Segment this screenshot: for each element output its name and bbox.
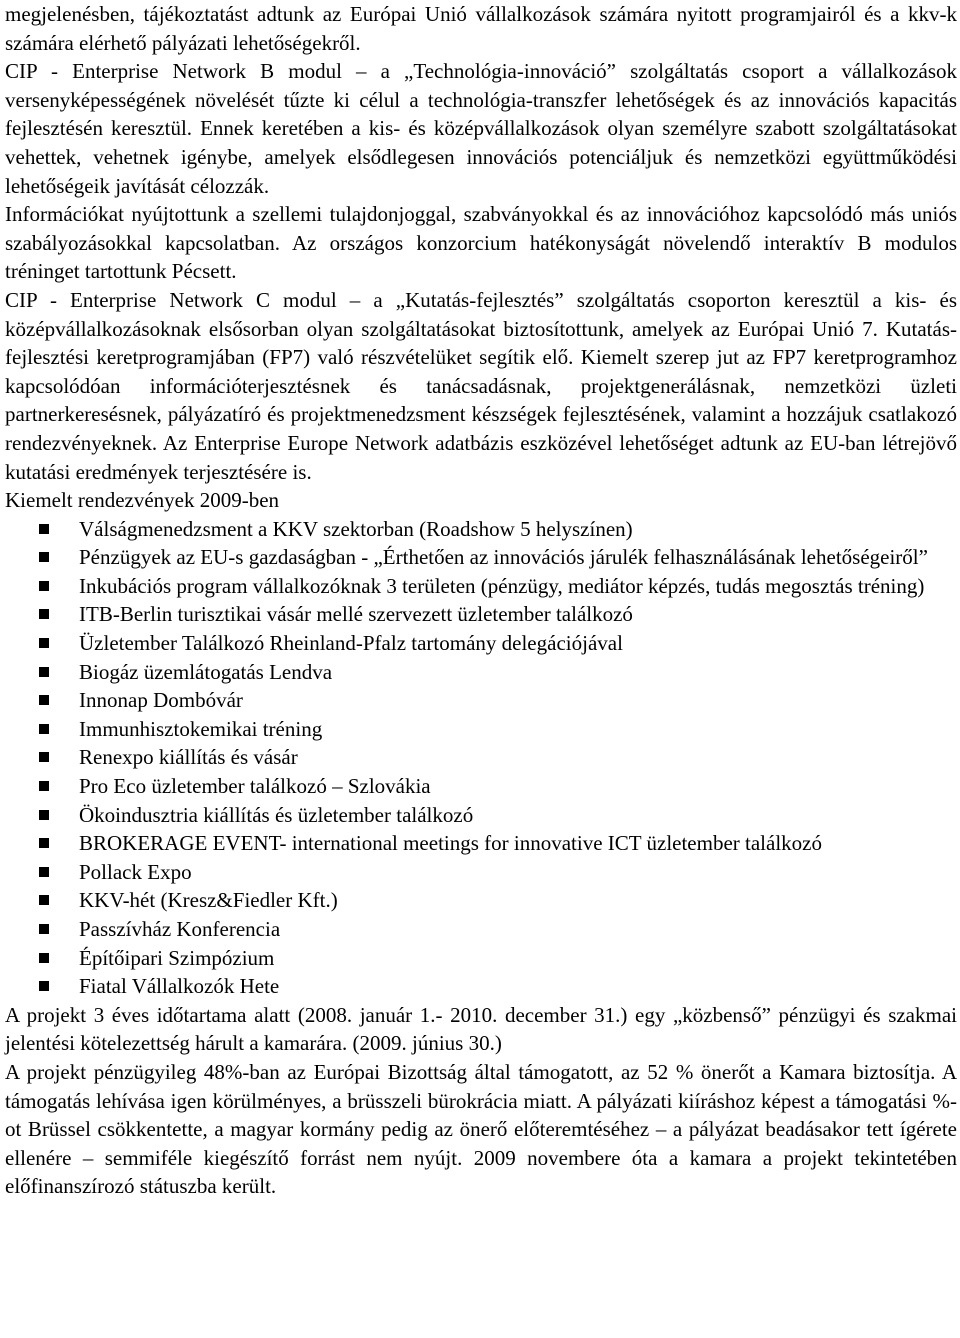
square-bullet-icon [39, 895, 49, 905]
square-bullet-icon [39, 810, 49, 820]
square-bullet-icon [39, 695, 49, 705]
list-item [5, 858, 957, 887]
list-item-text: Renexpo kiállítás és vásár [79, 745, 298, 770]
square-bullet-icon [39, 781, 49, 791]
list-item-text: Válságmenedzsment a KKV szektorban (Roadshow 5 helyszínen) [79, 516, 633, 541]
list-item [5, 572, 957, 601]
list-item [5, 715, 957, 744]
paragraph-intro-continuation: megjelenésben, tájékoztatást adtunk az Európai Unió vállalkozások számára nyitott programjairól és a kkv-k számára elérhető pályázati lehetőségekről. [5, 2, 957, 55]
square-bullet-icon [39, 524, 49, 534]
paragraph-ip-information: Információkat nyújtottunk a szellemi tulajdonjoggal, szabványokkal és az innovációhoz kapcsolódó más uniós szabályozásokkal kapcsolatban. Az országos konzorcium hatékonyságát növelendő interaktív B modulos tréninget tartottunk Pécsett. [5, 202, 957, 284]
list-item [5, 600, 957, 629]
list-item [5, 772, 957, 801]
list-item-text: Építőipari Szimpózium [79, 945, 275, 970]
square-bullet-icon [39, 581, 49, 591]
list-item [5, 829, 957, 858]
paragraph-module-c: CIP - Enterprise Network C modul – a „Kutatás-fejlesztés” szolgáltatás csoporton keresztül a kis- és középvállalkozásoknak elsősorban olyan szolgáltatásokat biztosítottunk, amelyek az Európai Unió 7. Kutatás-fejlesztési keretprogramjában (FP7) való részvételüket segítik elő. Kiemelt szerep jut az FP7 keretprogramhoz kapcsolódóan információterjesztésnek és tanácsadásnak, projektgenerálásnak, nemzetközi üzleti partnerkeresésnek, pályázatíró és projektmenedzsment készségek fejlesztésének, valamint a hozzájuk csatlakozó rendezvényeknek. Az Enterprise Europe Network adatbázis eszközével lehetőséget adtunk az EU-ban létrejövő kutatási eredmények terjesztésére is. [5, 287, 957, 484]
square-bullet-icon [39, 609, 49, 619]
list-item-text: BROKERAGE EVENT- international meetings for innovative ICT üzletember találkozó [79, 831, 822, 856]
list-item [5, 944, 957, 973]
list-item [5, 543, 957, 572]
square-bullet-icon [39, 638, 49, 648]
document-page [5, 0, 957, 1201]
list-item [5, 915, 957, 944]
list-item-text: Inkubációs program vállalkozóknak 3 területen (pénzügy, mediátor képzés, tudás megosztás tréning) [79, 573, 925, 598]
list-item-text: Passzívház Konferencia [79, 917, 281, 941]
list-item [5, 743, 957, 772]
square-bullet-icon [39, 867, 49, 877]
paragraph-project-financing: A projekt pénzügyileg 48%-ban az Európai Bizottság által támogatott, az 52 % önerőt a Kamara biztosítja. A támogatás lehívása igen körülményes, a brüsszeli bürokrácia miatt. A pályázati kiíráshoz képest a támogatási %-ot Brüssel csökkentette, a magyar kormány pedig az önerő előteremtéséhez – a pályázat beadásakor tett ígérete ellenére – semmiféle kiegészítő forrást nem nyújt. 2009 novembere óta a kamara a projekt tekintetében előfinanszírozó státuszba került. [5, 1059, 957, 1199]
list-item [5, 658, 957, 687]
square-bullet-icon [39, 924, 49, 934]
square-bullet-icon [39, 552, 49, 562]
paragraph-module-b: CIP - Enterprise Network B modul – a „Technológia-innováció” szolgáltatás csoport a vállalkozások versenyképességének növelését tűzte ki célul a technológia-transzfer lehetőségek és az innovációs kapacitás fejlesztésén keresztül. Ennek keretében a kis- és középvállalkozások olyan személyre szabott szolgáltatásokat vehettek, vehetnek igénybe, amelyek elsődlegesen innovációs potenciáljuk és nemzetközi együttműködési lehetőségeik javítását célozzák. [5, 59, 957, 198]
list-item-text: Immunhisztokemikai tréning [79, 716, 323, 741]
square-bullet-icon [39, 752, 49, 762]
events-heading: Kiemelt rendezvények 2009-ben [5, 488, 280, 513]
list-item [5, 686, 957, 715]
list-item [5, 515, 957, 544]
list-item [5, 629, 957, 658]
paragraph-project-duration: A projekt 3 éves időtartama alatt (2008. január 1.- 2010. december 31.) egy „közbenső” pénzügyi és szakmai jelentési kötelezettség hárult a kamarára. (2009. június 30.) [5, 1002, 957, 1056]
list-item-text: Pénzügyek az EU-s gazdaságban - „Érthetően az innovációs járulék felhasználásának lehetőségeiről” [79, 545, 928, 570]
square-bullet-icon [39, 667, 49, 677]
square-bullet-icon [39, 953, 49, 963]
list-item-text: ITB-Berlin turisztikai vásár mellé szervezett üzletember találkozó [79, 602, 633, 627]
list-item-text: Üzletember Találkozó Rheinland-Pfalz tartomány delegációjával [79, 631, 623, 656]
list-item-text: Innonap Dombóvár [79, 688, 243, 713]
list-item [5, 972, 957, 1001]
list-item-text: Fiatal Vállalkozók Hete [79, 974, 280, 999]
square-bullet-icon [39, 838, 49, 848]
list-item-text: Pollack Expo [79, 859, 192, 884]
square-bullet-icon [39, 724, 49, 734]
square-bullet-icon [39, 981, 49, 991]
list-item-text: KKV-hét (Kresz&Fiedler Kft.) [79, 888, 338, 913]
list-item-text: Pro Eco üzletember találkozó – Szlovákia [79, 774, 431, 799]
events-list [5, 515, 957, 1001]
list-item [5, 801, 957, 830]
list-item [5, 886, 957, 915]
list-item-text: Biogáz üzemlátogatás Lendva [79, 659, 333, 684]
list-item-text: Ökoindusztria kiállítás és üzletember találkozó [79, 802, 474, 827]
